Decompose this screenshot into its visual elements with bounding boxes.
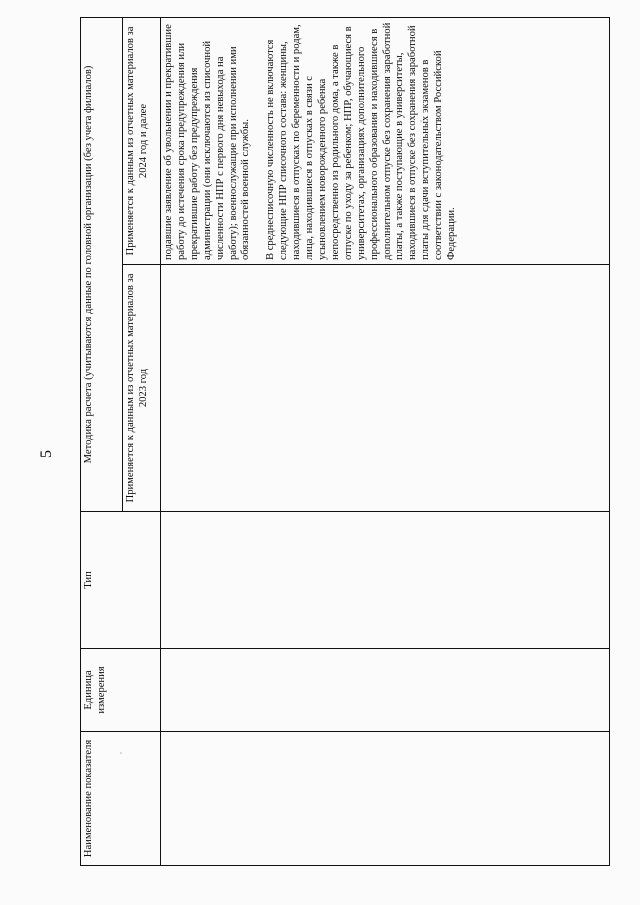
header-method-group: Методика расчета (учитываются данные по головной организации (без учета филиалов) xyxy=(81,18,123,512)
header-method-2023: Применяется к данным из отчетных материалов за 2023 год xyxy=(123,265,161,512)
scan-speck xyxy=(120,752,122,754)
cell-type xyxy=(161,512,610,649)
rotated-table-sheet xyxy=(80,18,610,866)
header-unit: Единица измерения xyxy=(81,649,161,732)
cell-method-2023 xyxy=(161,265,610,512)
method-table xyxy=(80,17,610,866)
method-2024-paragraph-2: В среднесписочную численность не включаются следующие НПР списочного состава: женщины, находившиеся в отпусках по беременности и родам, лица, находившиеся в отпусках в связи с усыновлением новорожденного ребенка непосредственно из родильного дома, а также в отпуске по уходу за ребенком; НПР, обучающиеся в университетах, организациях дополнительного профессионального образования и находившиеся в дополнительном отпуске без сохранения заработной платы, а также поступающие в университеты, находившиеся в отпуске без сохранения заработной платы для сдачи вступительных экзаменов в соответствии с законодательством Российской Федерации. xyxy=(265,22,458,260)
page-number: 5 xyxy=(38,450,55,458)
scan-speck xyxy=(420,120,422,122)
method-2024-paragraph-1: подавшие заявление об увольнении и прекратившие работу до истечения срока предупреждения или прекратившие работу без предупреждения администрации (они исключаются из списочной численности НПР с первого дня невыхода на работу); военнослужащие при исполнении ими обязанностей военной службы. xyxy=(163,24,252,260)
cell-unit xyxy=(161,649,610,732)
header-type: Тип xyxy=(81,512,161,649)
cell-indicator-name xyxy=(161,732,610,866)
cell-method-2024 xyxy=(161,18,610,265)
header-method-2024: Применяется к данным из отчетных материалов за 2024 год и далее xyxy=(123,18,161,265)
header-indicator-name: Наименование показателя xyxy=(81,732,161,866)
